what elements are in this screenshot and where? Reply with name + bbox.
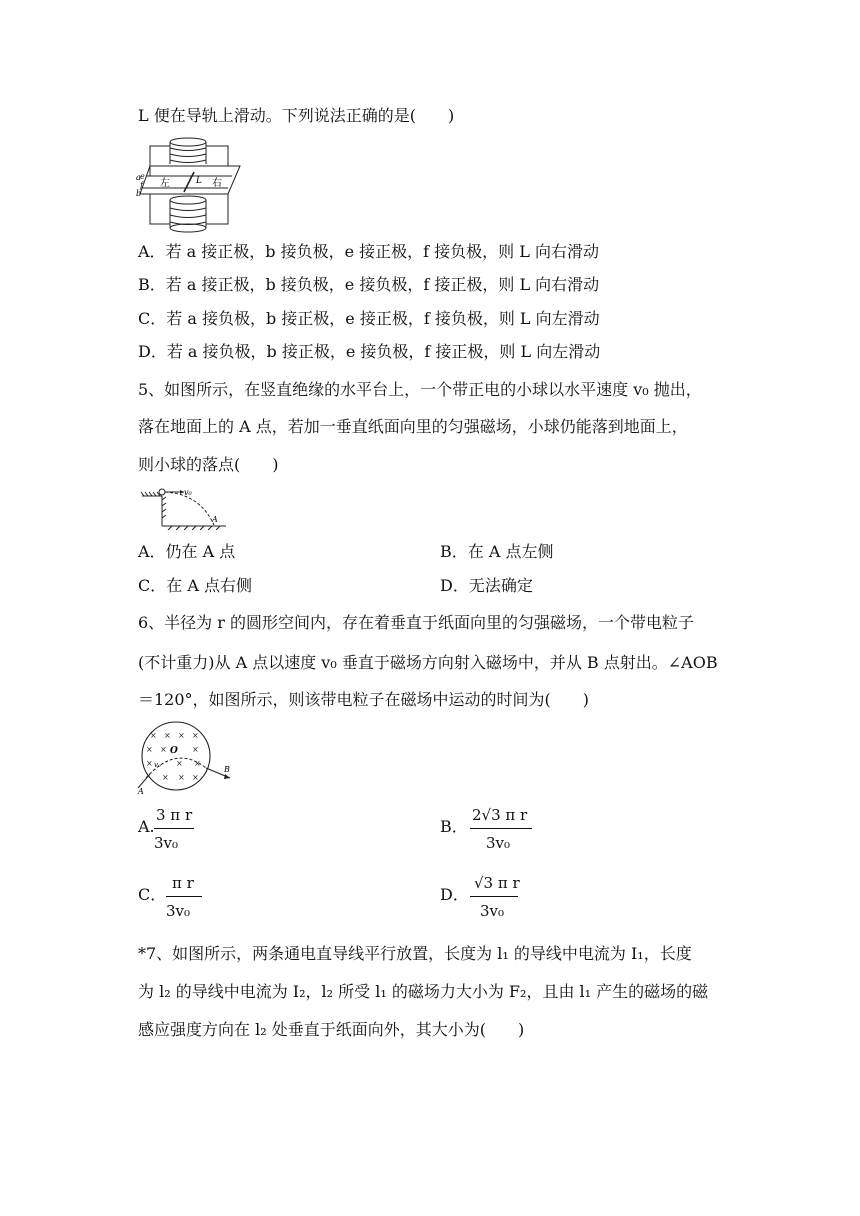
svg-text:×: × <box>146 759 153 768</box>
fraction-bar <box>166 896 202 897</box>
svg-text:×: × <box>176 759 183 768</box>
q4-label-e: e <box>140 172 145 181</box>
svg-text:×: × <box>146 745 153 754</box>
q6-label-a: A <box>138 787 144 794</box>
q6-option-b-numerator: 2√3 π r <box>472 806 528 824</box>
q6-option-a-numerator: 3 π r <box>156 806 193 824</box>
q4-option-c: C．若 a 接负极，b 接正极，e 接正极，f 接负极，则 L 向左滑动 <box>138 309 600 328</box>
q7-stem-line-3: 感应强度方向在 l₂ 处垂直于纸面向外，其大小为( ) <box>138 1020 525 1039</box>
q4-stem-tail: L 便在导轨上滑动。下列说法正确的是( ) <box>138 106 455 125</box>
q6-magnetic-field-circle-figure <box>136 720 236 794</box>
q6-option-c-label: C． <box>138 885 167 904</box>
svg-text:×: × <box>192 745 199 754</box>
q4-label-f: f <box>140 181 143 190</box>
svg-text:×: × <box>164 731 171 740</box>
q4-label-b: b <box>136 189 142 198</box>
svg-text:×: × <box>150 731 157 740</box>
svg-text:×: × <box>162 773 169 782</box>
q5-stem-line-1: 5、如图所示，在竖直绝缘的水平台上，一个带正电的小球以水平速度 v₀ 抛出， <box>138 380 702 399</box>
q6-stem-line-2: (不计重力)从 A 点以速度 v₀ 垂直于磁场方向射入磁场中，并从 B 点射出。∠AOB <box>138 653 718 672</box>
q6-option-d-denominator: 3v₀ <box>480 902 505 920</box>
q4-rail-coil-figure <box>136 132 248 236</box>
q4-label-a: a <box>136 173 141 182</box>
q6-option-a-denominator: 3v₀ <box>154 834 179 852</box>
q4-option-b: B．若 a 接正极，b 接负极，e 接负极，f 接正极，则 L 向右滑动 <box>138 275 600 294</box>
q6-option-b-denominator: 3v₀ <box>486 834 511 852</box>
q6-label-b: B <box>224 765 230 774</box>
svg-text:×: × <box>194 759 201 768</box>
q4-label-right: 右 <box>212 178 222 189</box>
q6-stem-line-1: 6、半径为 r 的圆形空间内，存在着垂直于纸面向里的匀强磁场，一个带电粒子 <box>138 613 695 632</box>
q4-label-L: L <box>196 176 202 186</box>
q4-label-left: 左 <box>160 178 170 189</box>
q6-option-c-numerator: π r <box>172 874 194 892</box>
svg-text:×: × <box>192 773 199 782</box>
q5-option-c: C．在 A 点右侧 <box>138 576 252 595</box>
q6-option-b-label: B． <box>440 817 468 836</box>
q5-projectile-figure <box>140 486 230 530</box>
svg-text:×: × <box>192 731 199 740</box>
q5-option-b: B．在 A 点左侧 <box>440 542 554 561</box>
q4-option-d: D．若 a 接负极，b 接正极，e 接负极，f 接正极，则 L 向左滑动 <box>138 342 601 361</box>
q5-option-d: D．无法确定 <box>440 576 533 595</box>
q6-option-a-label: A. <box>138 817 155 836</box>
q5-option-a: A．仍在 A 点 <box>138 542 236 561</box>
q6-label-v0: v₀ <box>154 761 161 769</box>
q6-option-d-label: D． <box>440 885 469 904</box>
q5-label-v0: v₀ <box>184 488 192 497</box>
fraction-bar <box>154 828 194 829</box>
svg-text:×: × <box>160 745 167 754</box>
fraction-bar <box>470 896 518 897</box>
svg-text:×: × <box>178 731 185 740</box>
q6-label-o: O <box>170 746 178 756</box>
fraction-bar <box>470 828 532 829</box>
q5-stem-line-2: 落在地面上的 A 点，若加一垂直纸面向里的匀强磁场，小球仍能落到地面上， <box>138 417 688 436</box>
q6-option-c-denominator: 3v₀ <box>166 902 191 920</box>
q5-stem-line-3: 则小球的落点( ) <box>138 455 279 474</box>
q6-option-d-numerator: √3 π r <box>474 874 520 892</box>
q6-stem-line-3: ＝120°，如图所示，则该带电粒子在磁场中运动的时间为( ) <box>138 690 590 709</box>
q5-label-a: A <box>212 515 218 524</box>
q4-option-a: A．若 a 接正极，b 接负极，e 接正极，f 接负极，则 L 向右滑动 <box>138 242 599 261</box>
q7-stem-line-2: 为 l₂ 的导线中电流为 I₂，l₂ 所受 l₁ 的磁场力大小为 F₂，且由 l₁ 产生的磁场的磁 <box>138 982 709 1001</box>
q7-stem-line-1: *7、如图所示，两条通电直导线平行放置，长度为 l₁ 的导线中电流为 I₁，长度 <box>138 944 692 963</box>
svg-text:×: × <box>178 773 185 782</box>
